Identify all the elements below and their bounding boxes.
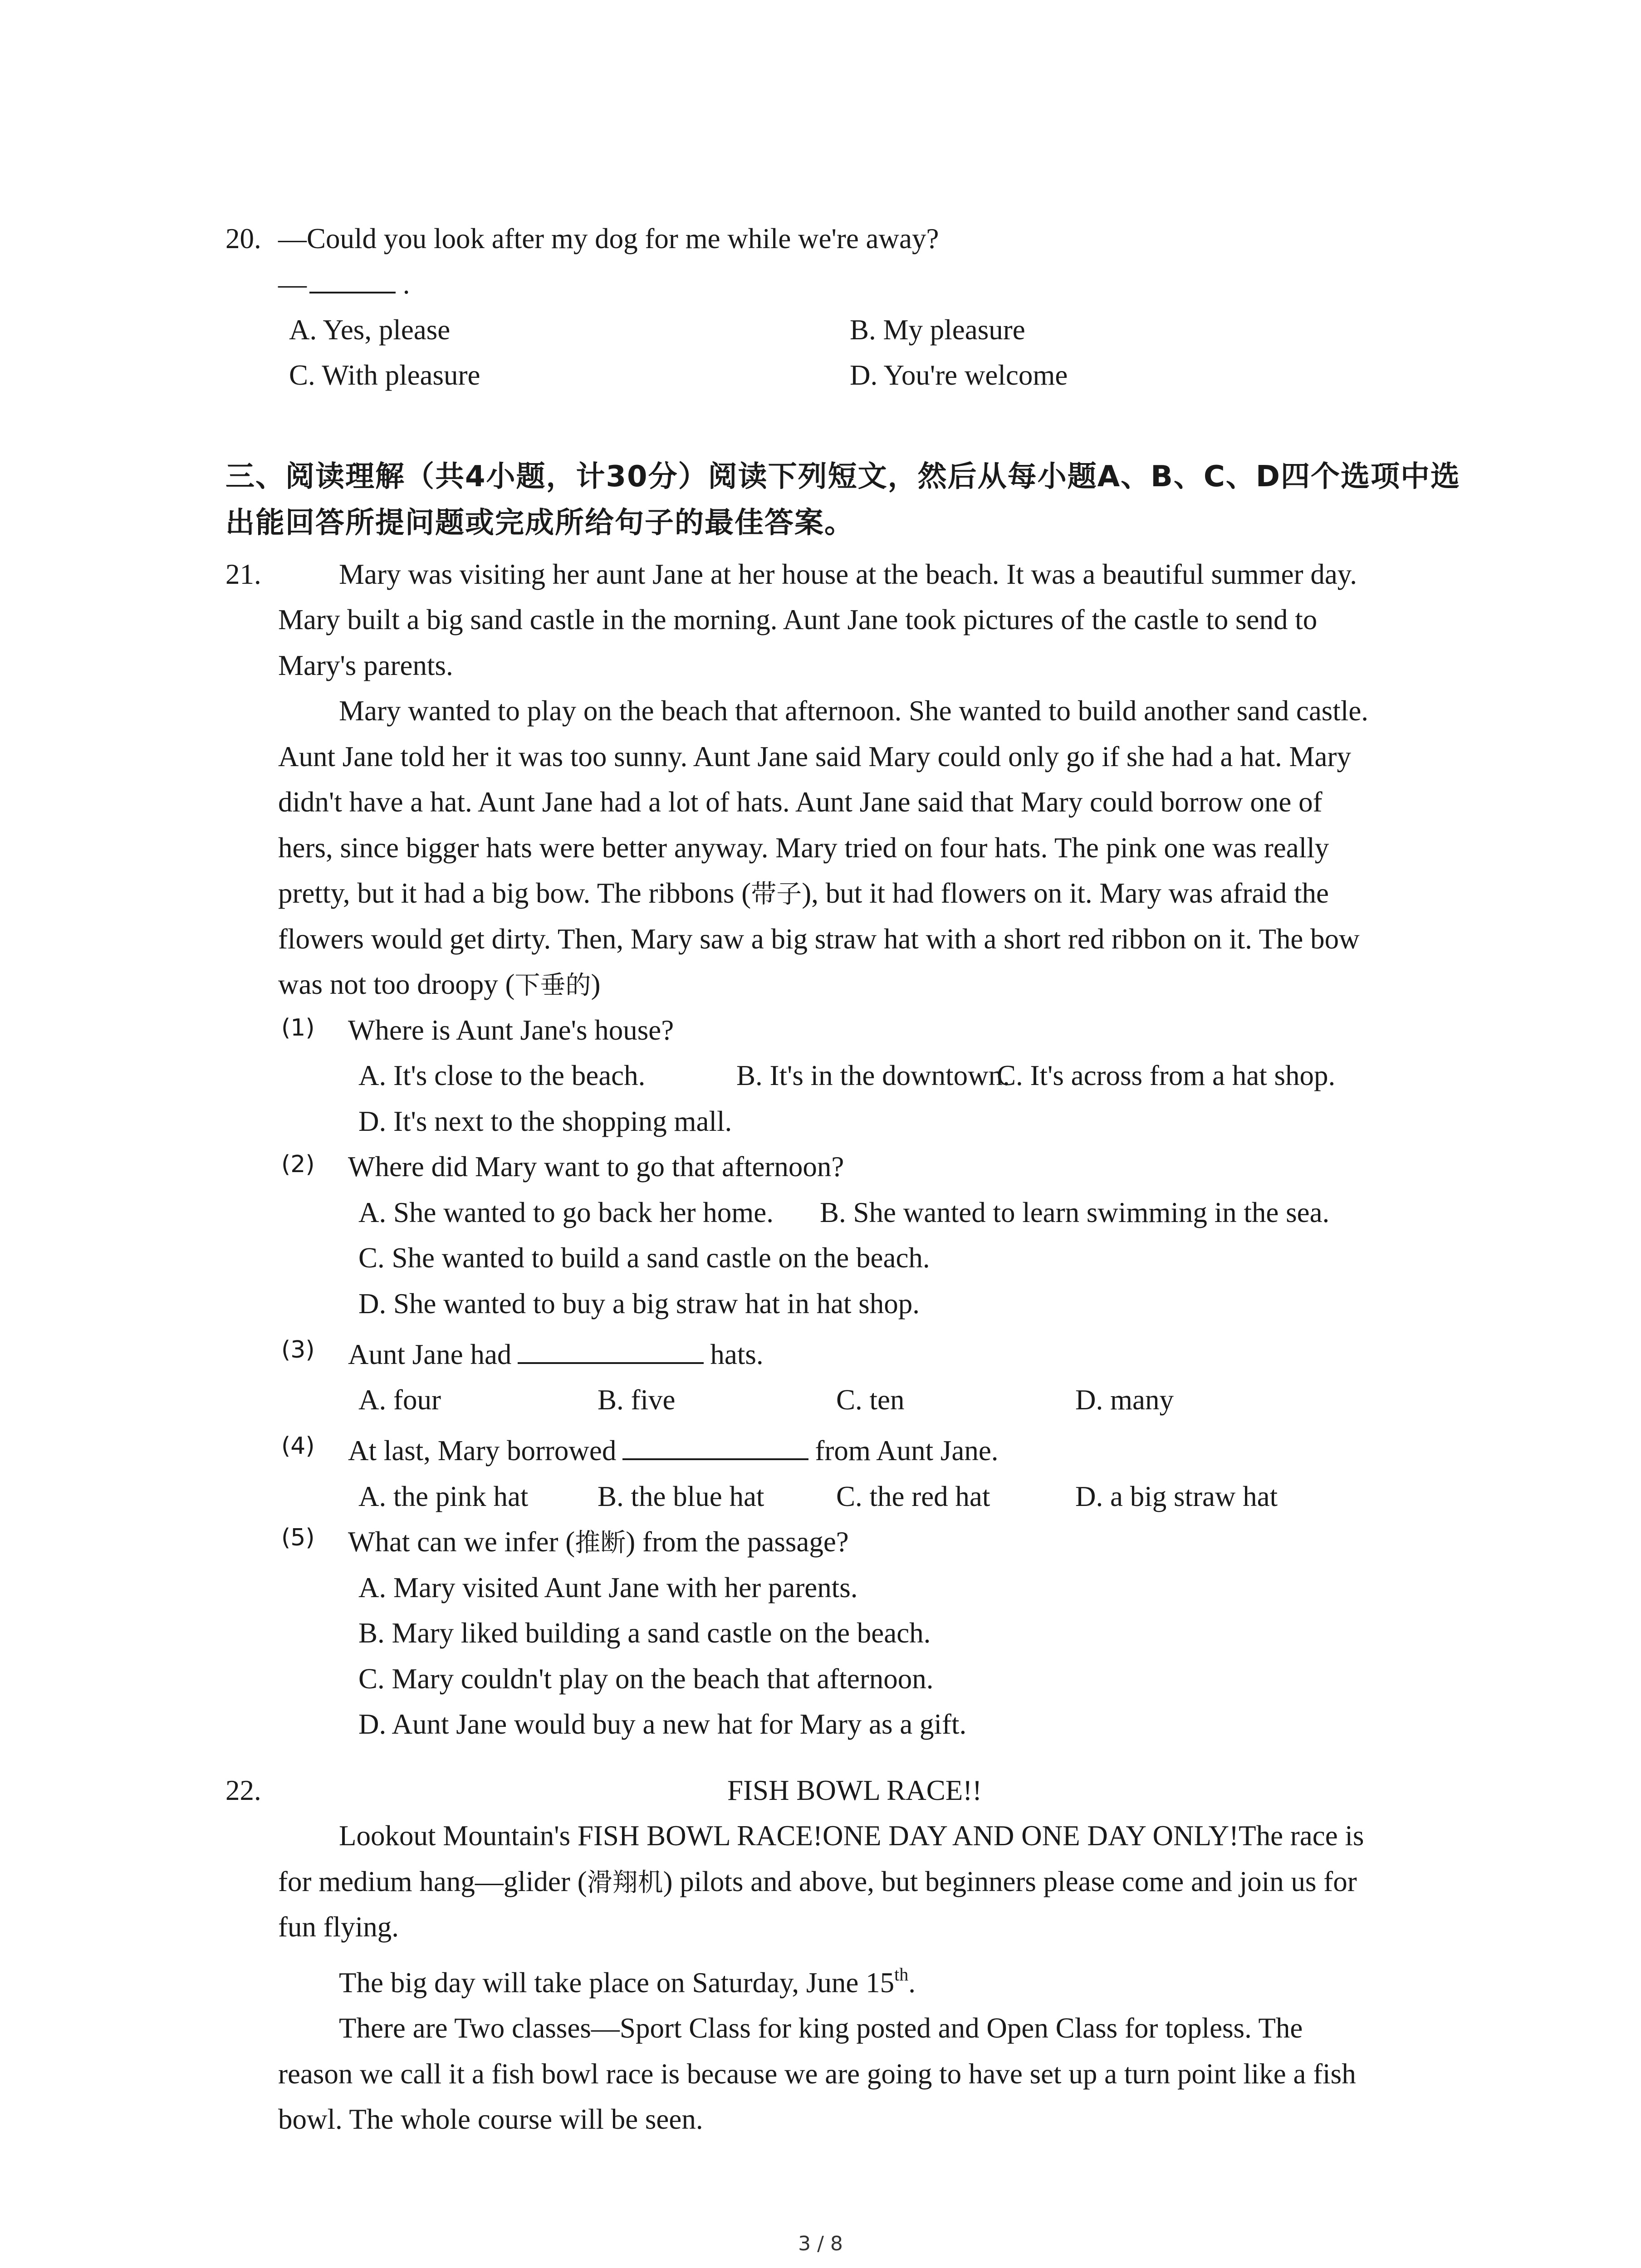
- q22-p1-line2: [278, 1867, 1357, 1896]
- q21-p2-line1: Mary wanted to play on the beach that afternoon. She wanted to build another sand castle.: [339, 695, 1369, 727]
- q21-p1-line1: Mary was visiting her aunt Jane at her house at the beach. It was a beautiful summer day.: [339, 558, 1357, 590]
- q21-sub5-option-c: C. Mary couldn't play on the beach that afternoon.: [358, 1663, 934, 1695]
- q21-sub4-number: (4): [281, 1432, 315, 1460]
- q21-sub3-option-d: D. many: [1075, 1384, 1174, 1416]
- q21-sub3-number: (3): [281, 1336, 315, 1364]
- q21-sub3-option-b: B. five: [598, 1384, 676, 1416]
- q21-p2-line5-zh: 带子: [751, 880, 802, 909]
- q21-p2-line7: [278, 970, 600, 999]
- q22-p1-line2-a: for medium hang—glider (: [278, 1866, 587, 1897]
- q20-option-d: D. You're welcome: [850, 359, 1068, 391]
- q21-sub3-question: [348, 1340, 764, 1369]
- q22-p3-line2: reason we call it a fish bowl race is because we are going to have set up a turn point like a fish: [278, 2058, 1356, 2090]
- q21-sub2-question: Where did Mary want to go that afternoon?: [348, 1151, 844, 1183]
- q20-number: 20.: [225, 223, 261, 254]
- q21-sub4-option-a: A. the pink hat: [358, 1481, 529, 1512]
- q21-sub4-question-a: At last, Mary borrowed: [348, 1435, 617, 1466]
- q21-sub5-option-b: B. Mary liked building a sand castle on the beach.: [358, 1617, 931, 1649]
- q21-sub1-option-b: B. It's in the downtown.: [736, 1060, 1010, 1091]
- q22-p3-line1: There are Two classes—Sport Class for king posted and Open Class for topless. The: [339, 2012, 1303, 2044]
- q21-sub3-question-a: Aunt Jane had: [348, 1339, 512, 1370]
- q21-sub3-option-c: C. ten: [836, 1384, 905, 1416]
- q21-sub3-question-b: hats.: [710, 1339, 764, 1370]
- q21-sub1-option-a: A. It's close to the beach.: [358, 1060, 646, 1091]
- q22-p2-b: .: [908, 1967, 916, 1999]
- q20-option-c: C. With pleasure: [289, 359, 480, 391]
- q21-sub2-number: (2): [281, 1151, 315, 1178]
- q21-p2-line5-b: ), but it had flowers on it. Mary was afraid the: [802, 877, 1329, 909]
- q21-sub4-question: [348, 1437, 999, 1465]
- section-heading-line2: 出能回答所提问题或完成所给句子的最佳答案。: [225, 506, 854, 540]
- q20-question: —Could you look after my dog for me while we're away?: [278, 223, 939, 254]
- q21-sub5-option-a: A. Mary visited Aunt Jane with her parents.: [358, 1572, 858, 1603]
- q20-answer-line: [278, 270, 410, 298]
- q21-sub1-option-c: C. It's across from a hat shop.: [997, 1060, 1336, 1091]
- q21-sub5-question-zh: 推断: [575, 1528, 626, 1558]
- q21-sub1-question: Where is Aunt Jane's house?: [348, 1014, 674, 1046]
- q20-answer-period: .: [396, 268, 410, 300]
- q22-p3-line3: bowl. The whole course will be seen.: [278, 2103, 703, 2135]
- q21-p1-line2: Mary built a big sand castle in the morning. Aunt Jane took pictures of the castle to send to: [278, 604, 1318, 635]
- q22-p1-line1: Lookout Mountain's FISH BOWL RACE!ONE DAY AND ONE DAY ONLY!The race is: [339, 1820, 1364, 1852]
- q22-p2-a: The big day will take place on Saturday, June 15: [339, 1967, 895, 1999]
- q21-sub4-option-d: D. a big straw hat: [1075, 1481, 1278, 1512]
- q21-p2-line7-b: ): [591, 968, 601, 1000]
- q21-p2-line5-a: pretty, but it had a big bow. The ribbons (: [278, 877, 751, 909]
- page-number: 3 / 8: [798, 2232, 843, 2255]
- q21-sub1-option-d: D. It's next to the shopping mall.: [358, 1105, 732, 1137]
- q21-sub4-blank: [622, 1437, 808, 1460]
- q21-p2-line3: didn't have a hat. Aunt Jane had a lot of hats. Aunt Jane said that Mary could borrow one of: [278, 786, 1323, 818]
- q20-answer-blank: [309, 271, 396, 293]
- q21-sub4-question-b: from Aunt Jane.: [815, 1435, 999, 1466]
- q21-sub5-question-b: ) from the passage?: [626, 1526, 849, 1558]
- q21-sub5-question-a: What can we infer (: [348, 1526, 575, 1558]
- q21-sub2-option-c: C. She wanted to build a sand castle on the beach.: [358, 1242, 930, 1274]
- q20-answer-dash: —: [278, 268, 307, 300]
- q22-p1-line2-b: ) pilots and above, but beginners please come and join us for: [663, 1866, 1357, 1897]
- q21-sub5-number: (5): [281, 1524, 315, 1551]
- q21-p2-line6: flowers would get dirty. Then, Mary saw a big straw hat with a short red ribbon on it. The bow: [278, 923, 1360, 955]
- q21-sub4-option-b: B. the blue hat: [598, 1481, 764, 1512]
- q22-p2: [339, 1964, 916, 1999]
- q21-sub3-blank: [518, 1341, 704, 1364]
- q21-p2-line4: hers, since bigger hats were better anyway. Mary tried on four hats. The pink one was really: [278, 832, 1329, 864]
- q21-sub5-option-d: D. Aunt Jane would buy a new hat for Mary as a gift.: [358, 1708, 967, 1740]
- section-heading-line1: 三、阅读理解（共4小题，计30分）阅读下列短文，然后从每小题A、B、C、D四个选项中选: [225, 460, 1460, 494]
- q21-sub4-option-c: C. the red hat: [836, 1481, 990, 1512]
- q21-sub2-option-d: D. She wanted to buy a big straw hat in hat shop.: [358, 1288, 920, 1320]
- q21-p2-line5: [278, 879, 1329, 908]
- q21-p1-line3: Mary's parents.: [278, 650, 453, 681]
- q22-title: FISH BOWL RACE!!: [727, 1774, 982, 1806]
- q22-p1-line2-zh: 滑翔机: [587, 1868, 663, 1897]
- q21-sub2-option-b: B. She wanted to learn swimming in the sea.: [820, 1197, 1330, 1228]
- q22-number: 22.: [225, 1774, 261, 1806]
- q21-sub5-question: [348, 1528, 849, 1556]
- q21-sub1-number: (1): [281, 1014, 315, 1041]
- q21-sub2-option-a: A. She wanted to go back her home.: [358, 1197, 774, 1228]
- q22-p2-sup: th: [894, 1964, 909, 1984]
- q21-sub3-option-a: A. four: [358, 1384, 441, 1416]
- q20-option-a: A. Yes, please: [289, 314, 451, 346]
- q21-number: 21.: [225, 558, 261, 590]
- q21-p2-line2: Aunt Jane told her it was too sunny. Aunt Jane said Mary could only go if she had a hat. Mary: [278, 741, 1351, 772]
- q22-p1-line3: fun flying.: [278, 1911, 399, 1943]
- q21-p2-line7-zh: 下垂的: [514, 971, 591, 1000]
- q20-option-b: B. My pleasure: [850, 314, 1025, 346]
- q21-p2-line7-a: was not too droopy (: [278, 968, 515, 1000]
